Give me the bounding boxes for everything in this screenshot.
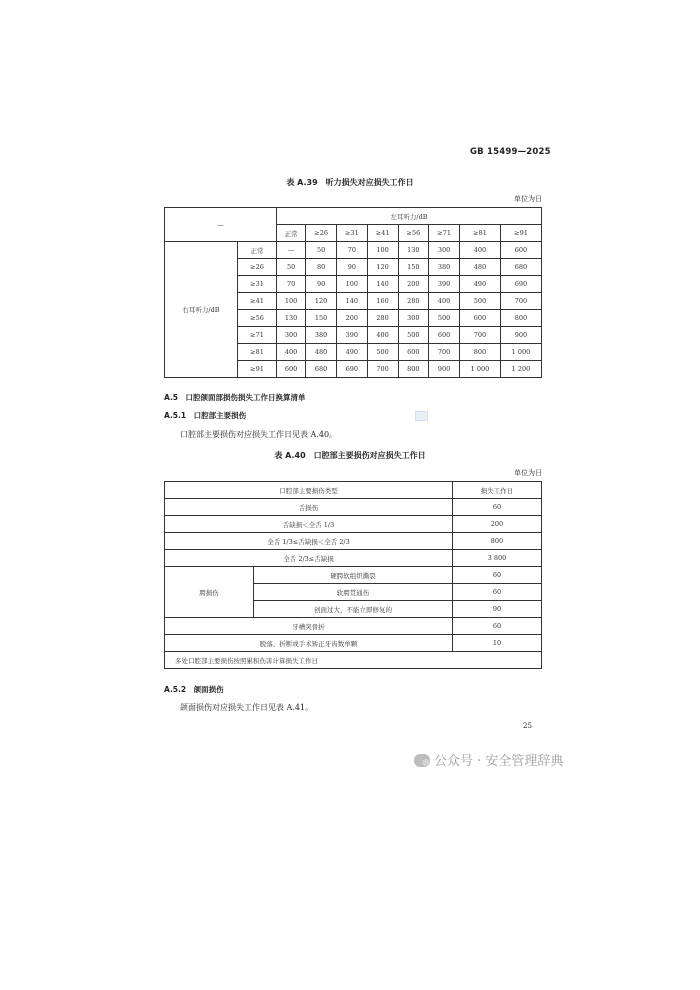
injury-type: 软腭贯通伤 <box>254 584 453 601</box>
table-cell: 380 <box>306 327 337 344</box>
section-a52-paragraph: 颌面损伤对应损失工作日见表 A.41。 <box>180 703 314 712</box>
injury-type: 舌缺损＜全舌 1/3 <box>165 516 453 533</box>
table-cell: 130 <box>398 242 429 259</box>
lost-days: 60 <box>453 567 542 584</box>
table-cell: 140 <box>337 293 368 310</box>
table-a39-col-header: ≥26 <box>306 225 337 242</box>
table-cell: 150 <box>398 259 429 276</box>
table-a39-col-header: ≥91 <box>500 225 541 242</box>
table-cell: 500 <box>398 327 429 344</box>
table-cell: 300 <box>398 310 429 327</box>
table-cell: 500 <box>460 293 501 310</box>
table-cell: 100 <box>367 242 398 259</box>
injury-type: 全舌 2/3≤舌缺损 <box>165 550 453 567</box>
table-cell: 100 <box>337 276 368 293</box>
table-cell: 690 <box>500 276 541 293</box>
table-a39 <box>164 207 542 378</box>
small-stamp-icon <box>415 411 428 421</box>
table-cell: 120 <box>306 293 337 310</box>
table-a39-col-header: ≥56 <box>398 225 429 242</box>
table-a40-head-type: 口腔部主要损伤类型 <box>165 482 453 499</box>
table-cell: 200 <box>398 276 429 293</box>
table-cell: 700 <box>460 327 501 344</box>
table-a39-row-header: ≥81 <box>238 344 277 361</box>
lost-days: 60 <box>453 499 542 516</box>
table-cell: 800 <box>398 361 429 378</box>
table-row <box>165 533 542 550</box>
table-a39-col-header: ≥31 <box>337 225 368 242</box>
table-a39-row-group: 右耳听力/dB <box>165 242 238 378</box>
table-a39-col-header: ≥81 <box>460 225 501 242</box>
watermark-text: 公众号 · 安全管理辞典 <box>434 754 564 769</box>
table-cell: 490 <box>460 276 501 293</box>
table-cell: 380 <box>429 259 460 276</box>
wechat-icon <box>414 754 430 767</box>
injury-type: 舌损伤 <box>165 499 453 516</box>
table-cell: 130 <box>277 310 306 327</box>
table-cell: 690 <box>337 361 368 378</box>
section-a5-heading: A.5 口腔颌面部损伤损失工作日换算清单 <box>164 393 306 402</box>
table-cell: 700 <box>500 293 541 310</box>
table-cell: 400 <box>460 242 501 259</box>
table-cell: 1 200 <box>500 361 541 378</box>
table-cell: 500 <box>367 344 398 361</box>
palate-injury-label: 腭损伤 <box>165 567 254 618</box>
table-cell: 600 <box>277 361 306 378</box>
table-cell: 50 <box>306 242 337 259</box>
table-cell: 160 <box>367 293 398 310</box>
table-a40 <box>164 481 542 669</box>
lost-days: 10 <box>453 635 542 652</box>
table-a39-corner: — <box>165 208 277 242</box>
lost-days: 800 <box>453 533 542 550</box>
table-cell: 1 000 <box>500 344 541 361</box>
table-cell: 100 <box>277 293 306 310</box>
table-cell: 200 <box>337 310 368 327</box>
lost-days: 3 800 <box>453 550 542 567</box>
table-cell: 90 <box>337 259 368 276</box>
table-cell: 1 000 <box>460 361 501 378</box>
table-cell: 390 <box>429 276 460 293</box>
table-cell: 300 <box>277 327 306 344</box>
table-cell: 800 <box>460 344 501 361</box>
injury-type: 脱落、折断或手术矫正牙齿数单颗 <box>165 635 453 652</box>
lost-days: 90 <box>453 601 542 618</box>
table-cell: 680 <box>306 361 337 378</box>
watermark <box>414 750 563 769</box>
table-a39-row-header: ≥71 <box>238 327 277 344</box>
table-cell: 700 <box>367 361 398 378</box>
table-cell: 900 <box>429 361 460 378</box>
table-a39-col-group: 左耳听力/dB <box>277 208 542 225</box>
table-cell: 70 <box>277 276 306 293</box>
table-cell: 500 <box>429 310 460 327</box>
table-a39-col-header: 正常 <box>277 225 306 242</box>
table-cell: 140 <box>367 276 398 293</box>
table-a39-row-header: ≥91 <box>238 361 277 378</box>
table-a39-unit: 单位为日 <box>514 195 542 203</box>
table-a39-col-header: ≥41 <box>367 225 398 242</box>
table-cell: 680 <box>500 259 541 276</box>
section-a51-paragraph: 口腔部主要损伤对应损失工作日见表 A.40。 <box>180 430 338 439</box>
table-cell: 490 <box>337 344 368 361</box>
lost-days: 60 <box>453 584 542 601</box>
table-cell: 480 <box>460 259 501 276</box>
table-row <box>165 550 542 567</box>
table-cell: 70 <box>337 242 368 259</box>
table-cell: 300 <box>429 242 460 259</box>
table-row <box>165 499 542 516</box>
table-cell: 280 <box>398 293 429 310</box>
table-a39-title: 表 A.39 听力损失对应损失工作日 <box>286 178 414 187</box>
table-cell: 900 <box>500 327 541 344</box>
standard-number: GB 15499—2025 <box>470 147 551 157</box>
table-cell: 90 <box>306 276 337 293</box>
injury-type: 硬腭软组织撕裂 <box>254 567 453 584</box>
table-cell: 480 <box>306 344 337 361</box>
table-a40-note: 多处口腔部主要损伤按照累积伤害计算损失工作日 <box>165 652 542 669</box>
table-a39-row-header: ≥41 <box>238 293 277 310</box>
section-a51-heading: A.5.1 口腔部主要损伤 <box>164 411 247 420</box>
table-row <box>165 618 542 635</box>
table-a39-col-header: ≥71 <box>429 225 460 242</box>
table-a39-row-header: ≥26 <box>238 259 277 276</box>
table-cell: 400 <box>429 293 460 310</box>
table-cell: 80 <box>306 259 337 276</box>
table-cell: 400 <box>277 344 306 361</box>
table-a40-head-days: 损失工作日 <box>453 482 542 499</box>
table-cell: 600 <box>398 344 429 361</box>
table-row <box>165 635 542 652</box>
table-row <box>165 516 542 533</box>
table-cell: 600 <box>500 242 541 259</box>
table-cell: — <box>277 242 306 259</box>
section-a52-heading: A.5.2 颌面损伤 <box>164 685 224 694</box>
injury-type: 全舌 1/3≤舌缺损＜全舌 2/3 <box>165 533 453 550</box>
table-a39-row-header: ≥31 <box>238 276 277 293</box>
table-cell: 50 <box>277 259 306 276</box>
table-row <box>165 242 542 259</box>
table-a39-row-header: ≥56 <box>238 310 277 327</box>
table-cell: 700 <box>429 344 460 361</box>
lost-days: 60 <box>453 618 542 635</box>
injury-type: 牙槽突骨折 <box>165 618 453 635</box>
table-a39-row-header: 正常 <box>238 242 277 259</box>
lost-days: 200 <box>453 516 542 533</box>
page-number: 25 <box>523 722 532 730</box>
table-cell: 280 <box>367 310 398 327</box>
table-a40-title: 表 A.40 口腔部主要损伤对应损失工作日 <box>274 451 426 460</box>
table-cell: 600 <box>429 327 460 344</box>
table-a40-unit: 单位为日 <box>514 469 542 477</box>
table-cell: 150 <box>306 310 337 327</box>
injury-type: 创面过大，不能立即修复的 <box>254 601 453 618</box>
table-cell: 120 <box>367 259 398 276</box>
table-row <box>165 567 542 584</box>
table-cell: 390 <box>337 327 368 344</box>
table-cell: 600 <box>460 310 501 327</box>
table-cell: 400 <box>367 327 398 344</box>
table-cell: 800 <box>500 310 541 327</box>
